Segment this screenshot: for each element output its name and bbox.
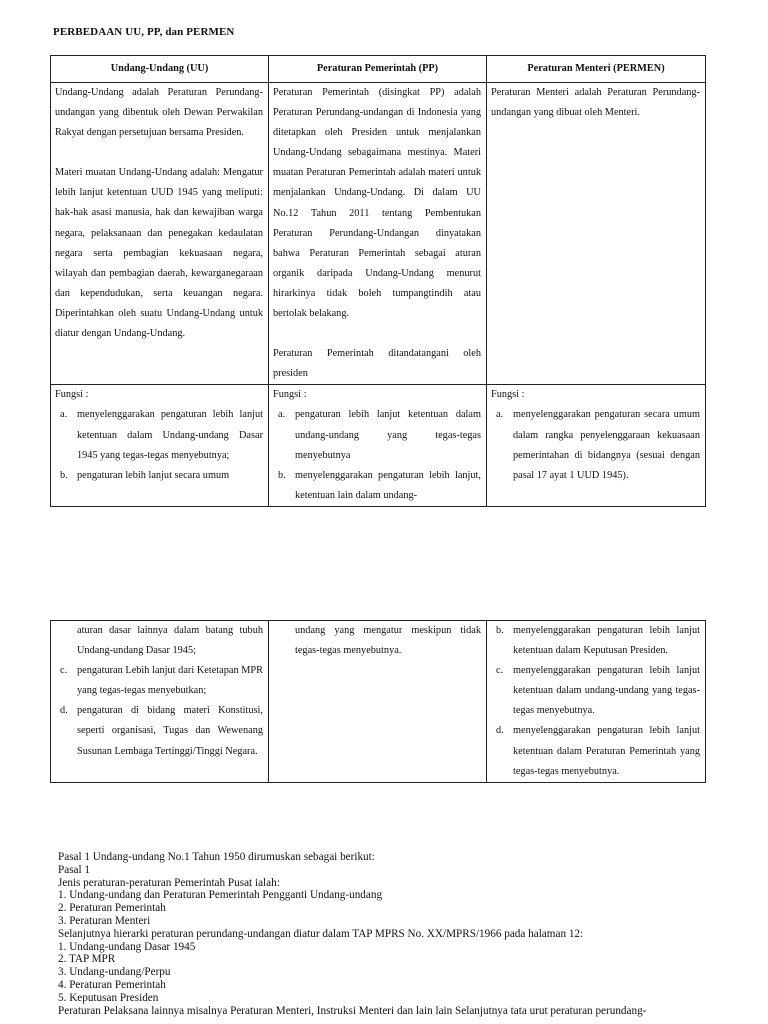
notes-line: 2. TAP MPR (58, 953, 116, 966)
pp-fungsi-cell (269, 385, 487, 507)
permen-fungsi-label: Fungsi : (491, 389, 525, 401)
header-permen: Peraturan Menteri (PERMEN) (487, 56, 706, 83)
list-item: aturan dasar lainnya dalam batang tubuh Undang-undang Dasar 1945; (77, 625, 263, 657)
fungsi-continued-row (51, 621, 706, 783)
notes-section (58, 851, 718, 1017)
list-item: c. pengaturan Lebih lanjut dari Ketetapan MPR yang tegas-tegas menyebutkan; (60, 665, 263, 697)
notes-line: Pasal 1 Undang-undang No.1 Tahun 1950 dirumuskan sebagai berikut: (58, 851, 375, 863)
list-item: d. pengaturan di bidang materi Konstitusi, seperti organisasi, Tugas dan Wewenang Susunan Lembaga Tertinggi/Tinggi Negara. (60, 705, 263, 757)
notes-line: Peraturan Pelaksana lainnya misalnya Peraturan Menteri, Instruksi Menteri dan lain lain Selanjutnya tata urut peraturan perundang- (58, 1004, 647, 1017)
notes-line: Jenis peraturan-peraturan Pemerintah Pusat ialah: (58, 876, 280, 889)
list-item: b. pengaturan lebih lanjut secara umum (60, 469, 230, 481)
list-item: d. menyelenggarakan pengaturan lebih lanjut ketentuan dalam Peraturan Pemerintah yang tegas-tegas menyebutnya. (496, 725, 700, 777)
header-uu: Undang-Undang (UU) (51, 56, 269, 83)
pp-fungsi-label: Fungsi : (273, 389, 307, 401)
notes-line: 3. Peraturan Menteri (58, 914, 151, 927)
definition-row (51, 83, 706, 385)
notes-line: Pasal 1 (58, 863, 91, 876)
list-item: b. menyelenggarakan pengaturan lebih lanjut, ketentuan lain dalam undang- (278, 469, 481, 501)
list-item: c. menyelenggarakan pengaturan lebih lanjut ketentuan dalam undang-undang yang tegas-tegas menyebutnya. (496, 665, 700, 717)
notes-line: 3. Undang-undang/Perpu (58, 966, 171, 979)
header-pp: Peraturan Pemerintah (PP) (269, 56, 487, 83)
comparison-table-part-1 (50, 55, 706, 507)
table-header-row (51, 56, 706, 83)
uu-definition: Undang-Undang adalah Peraturan Perundang-undangan yang dibentuk oleh Dewan Perwakilan Rakyat dengan persetujuan bersama Presiden. (55, 87, 263, 139)
uu-fungsi-label: Fungsi : (55, 389, 89, 401)
list-item: undang yang mengatur meskipun tidak tegas-tegas menyebutnya. (295, 625, 481, 657)
uu-materi: Materi muatan Undang-Undang adalah: Mengatur lebih lanjut ketentuan UUD 1945 yang meliputi: hak-hak asasi manusia, hak dan kewajiban warga negara, pelaksanaan dan penegakan kedaulatan negara serta pembagian kekuasaan negara, wilayah dan pembagian daerah, kewarganegaraan dan kependudukan, serta keuangan negara. Diperintahkan oleh suatu Undang-Undang untuk diatur dengan Undang-Undang. (55, 167, 263, 340)
pp-definition-cell (269, 83, 487, 385)
permen-fungsi-list-continued (491, 621, 700, 782)
pp-fungsi-list (273, 405, 481, 505)
fungsi-row (51, 385, 706, 507)
pp-signed: Peraturan Pemerintah ditandatangani oleh presiden (273, 348, 481, 380)
notes-line: 2. Peraturan Pemerintah (58, 902, 166, 915)
permen-definition-cell (487, 83, 706, 385)
notes-line: 4. Peraturan Pemerintah (58, 978, 166, 991)
list-item: a. pengaturan lebih lanjut ketentuan dalam undang-undang yang tegas-tegas menyebutnya (278, 409, 481, 461)
notes-line: 1. Undang-undang Dasar 1945 (58, 940, 196, 953)
notes-line: 1. Undang-undang dan Peraturan Pemerintah Pengganti Undang-undang (58, 889, 383, 902)
comparison-table-part-2 (50, 620, 706, 783)
list-item: a. menyelenggarakan pengaturan lebih lanjut ketentuan dalam Undang-undang Dasar 1945 yang tegas-tegas menyebutnya; (60, 409, 263, 461)
uu-fungsi-list-continued (55, 621, 263, 762)
permen-fungsi-continued-cell (487, 621, 706, 783)
notes-line: 5. Keputusan Presiden (58, 991, 159, 1004)
list-item: a. menyelenggarakan pengaturan secara umum dalam rangka penyelenggaraan kekuasaan pemerintahan di bidangnya (sesuai dengan pasal 17 ayat 1 UUD 1945). (496, 409, 700, 481)
permen-fungsi-cell (487, 385, 706, 507)
pp-fungsi-continued-cell (269, 621, 487, 783)
page-title: PERBEDAAN UU, PP, dan PERMEN (53, 26, 235, 38)
pp-definition: Peraturan Pemerintah (disingkat PP) adalah Peraturan Perundang-undangan di Indonesia yang ditetapkan oleh Presiden untuk menjalankan Undang-Undang sebagaimana mestinya. Materi muatan Peraturan Pemerintah adalah materi untuk menjalankan Undang-Undang. Di dalam UU No.12 Tahun 2011 tentang Pembentukan Peraturan Perundang-Undangan dinyatakan bahwa Peraturan Pemerintah sebagai aturan organik daripada Undang-Undang menurut hirarkinya tidak boleh tumpangtindih atau bertolak belakang. (273, 87, 481, 320)
uu-fungsi-continued-cell (51, 621, 269, 783)
permen-fungsi-list (491, 405, 700, 485)
uu-fungsi-list (55, 405, 263, 485)
notes-line: Selanjutnya hierarki peraturan perundang-undangan diatur dalam TAP MPRS No. XX/MPRS/1966 pada halaman 12: (58, 927, 584, 940)
pp-fungsi-list-continued (273, 621, 481, 661)
permen-definition: Peraturan Menteri adalah Peraturan Perundang-undangan yang dibuat oleh Menteri. (491, 87, 700, 119)
uu-definition-cell (51, 83, 269, 385)
uu-fungsi-cell (51, 385, 269, 507)
list-item: b. menyelenggarakan pengaturan lebih lanjut ketentuan dalam Keputusan Presiden. (496, 625, 700, 657)
